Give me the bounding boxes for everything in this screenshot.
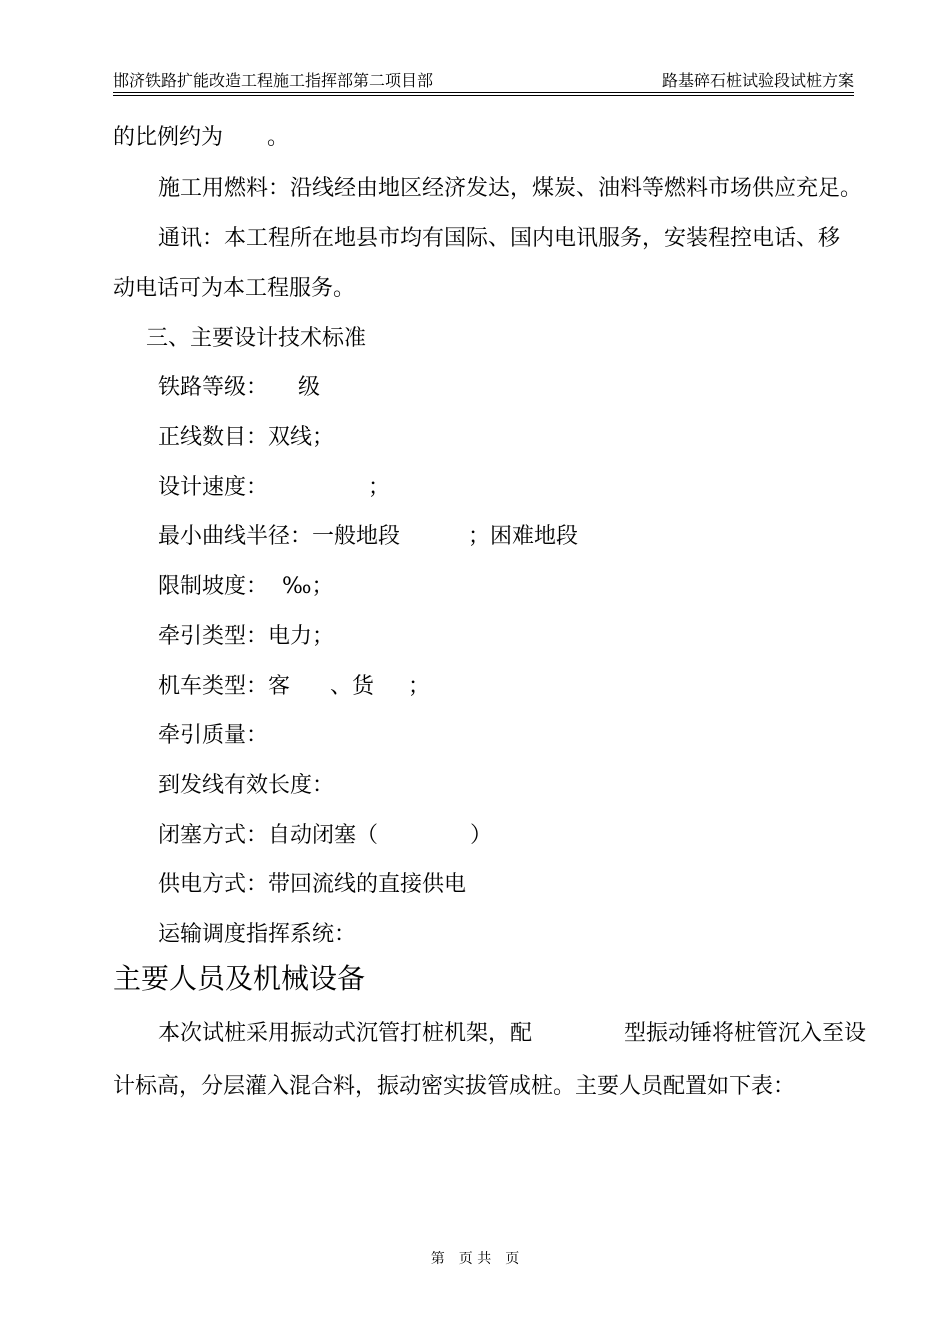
text-line-ratio [113, 124, 289, 152]
ratio-period: 。 [267, 125, 290, 150]
block-system-label: 闭塞方式：自动闭塞（ [158, 823, 379, 848]
text-line-piling-method [158, 1020, 866, 1048]
text-line-piling-method-cont: 计标高，分层灌入混合料，振动密实拔管成桩。主要人员配置如下表： [113, 1074, 796, 1099]
ratio-label: 的比例约为 [113, 125, 224, 150]
locomotive-freight: 、货 [330, 674, 375, 699]
text-line-design-speed [158, 474, 390, 502]
design-speed-label: 设计速度： [158, 475, 269, 500]
text-line-railway-grade [158, 374, 320, 402]
piling-method-text: 本次试桩采用振动式沉管打桩机架，配 [158, 1021, 533, 1046]
text-line-main-lines: 正线数目：双线； [158, 425, 335, 450]
header-document-title: 路基碎石桩试验段试桩方案 [661, 71, 854, 90]
text-line-dispatch-system: 运输调度指挥系统： [158, 922, 357, 947]
ruling-gradient-label: 限制坡度： [158, 574, 269, 599]
text-line-locomotive-type [158, 673, 430, 701]
locomotive-passenger: 机车类型：客 [158, 674, 291, 699]
page-footer-page-number: 第 页 共 页 [430, 1251, 520, 1267]
min-curve-radius-label: 最小曲线半径：一般地段 [158, 524, 401, 549]
ruling-gradient-suffix: ‰； [282, 574, 334, 599]
heading-personnel-equipment: 主要人员及机械设备 [113, 962, 366, 995]
railway-grade-label: 铁路等级： [158, 375, 269, 400]
header-double-rule [113, 95, 854, 96]
text-line-telecom-cont: 动电话可为本工程服务。 [113, 276, 356, 301]
text-line-traction-mass: 牵引质量： [158, 723, 269, 748]
block-system-close: ） [470, 823, 493, 848]
locomotive-suffix: ； [408, 674, 431, 699]
header-project-name: 邯济铁路扩能改造工程施工指挥部第二项目部 [113, 71, 434, 90]
text-line-power-supply: 供电方式：带回流线的直接供电 [158, 872, 467, 897]
text-line-min-curve-radius [158, 523, 578, 551]
page-header [113, 66, 854, 93]
text-line-ruling-gradient [158, 573, 334, 601]
text-line-traction-type: 牵引类型：电力； [158, 624, 335, 649]
design-speed-suffix: ； [368, 475, 391, 500]
section-heading-design-standards: 三、主要设计技术标准 [146, 326, 367, 351]
piling-method-hammer: 型振动锤将桩管沉入至设 [624, 1021, 867, 1046]
text-line-telecom: 通讯：本工程所在地县市均有国际、国内电讯服务，安装程控电话、移 [158, 226, 841, 251]
text-line-block-system [158, 822, 492, 850]
text-line-arrival-track-length: 到发线有效长度： [158, 773, 335, 798]
min-curve-radius-difficult: ；困难地段 [468, 524, 579, 549]
text-line-fuel: 施工用燃料：沿线经由地区经济发达，煤炭、油料等燃料市场供应充足。 [158, 176, 863, 201]
railway-grade-suffix: 级 [298, 375, 321, 400]
